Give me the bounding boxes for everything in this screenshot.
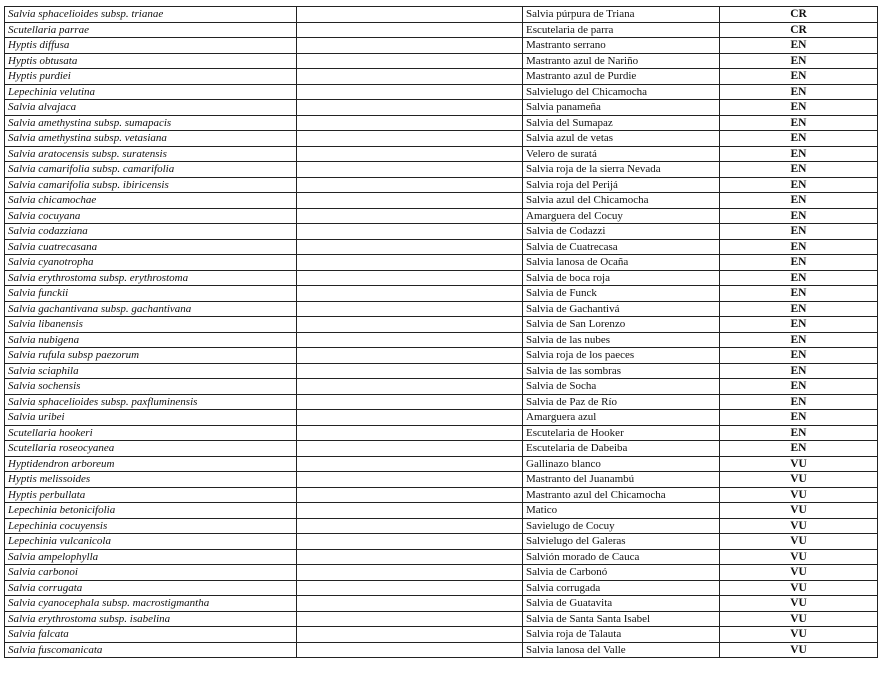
threat-category-cell: EN (720, 100, 878, 116)
threat-category-cell: EN (720, 69, 878, 85)
scientific-name-cell: Salvia aratocensis subsp. suratensis (5, 146, 297, 162)
common-name-cell: Salvia de boca roja (523, 270, 720, 286)
table-row (5, 177, 878, 193)
scientific-name-cell: Salvia uribei (5, 410, 297, 426)
threat-category-cell: EN (720, 146, 878, 162)
scientific-name-cell: Lepechinia cocuyensis (5, 518, 297, 534)
table-row (5, 441, 878, 457)
threat-category-cell: EN (720, 53, 878, 69)
empty-cell (297, 627, 523, 643)
scientific-name-cell: Salvia erythrostoma subsp. isabelina (5, 611, 297, 627)
threat-category-cell: EN (720, 410, 878, 426)
common-name-cell: Savielugo de Cocuy (523, 518, 720, 534)
species-table (4, 6, 878, 658)
table-row (5, 208, 878, 224)
empty-cell (297, 162, 523, 178)
scientific-name-cell: Salvia camarifolia subsp. camarifolia (5, 162, 297, 178)
common-name-cell: Gallinazo blanco (523, 456, 720, 472)
empty-cell (297, 53, 523, 69)
scientific-name-cell: Hyptis melissoides (5, 472, 297, 488)
scientific-name-cell: Scutellaria parrae (5, 22, 297, 38)
scientific-name-cell: Salvia chicamochae (5, 193, 297, 209)
threat-category-cell: EN (720, 193, 878, 209)
table-row (5, 115, 878, 131)
threat-category-cell: VU (720, 518, 878, 534)
table-row (5, 549, 878, 565)
threat-category-cell: CR (720, 22, 878, 38)
table-row (5, 100, 878, 116)
common-name-cell: Amarguera del Cocuy (523, 208, 720, 224)
threat-category-cell: VU (720, 534, 878, 550)
common-name-cell: Mastranto azul de Nariño (523, 53, 720, 69)
scientific-name-cell: Salvia erythrostoma subsp. erythrostoma (5, 270, 297, 286)
species-table-body (5, 7, 878, 658)
common-name-cell: Salvia roja de la sierra Nevada (523, 162, 720, 178)
table-row (5, 580, 878, 596)
threat-category-cell: EN (720, 239, 878, 255)
common-name-cell: Mastranto azul de Purdie (523, 69, 720, 85)
table-row (5, 565, 878, 581)
scientific-name-cell: Salvia funckii (5, 286, 297, 302)
scientific-name-cell: Salvia nubigena (5, 332, 297, 348)
table-row (5, 534, 878, 550)
empty-cell (297, 131, 523, 147)
empty-cell (297, 565, 523, 581)
common-name-cell: Salvia corrugada (523, 580, 720, 596)
common-name-cell: Mastranto azul del Chicamocha (523, 487, 720, 503)
empty-cell (297, 239, 523, 255)
empty-cell (297, 549, 523, 565)
scientific-name-cell: Salvia codazziana (5, 224, 297, 240)
empty-cell (297, 518, 523, 534)
common-name-cell: Matico (523, 503, 720, 519)
table-row (5, 611, 878, 627)
empty-cell (297, 7, 523, 23)
common-name-cell: Salvia lanosa del Valle (523, 642, 720, 658)
scientific-name-cell: Hyptis purdiei (5, 69, 297, 85)
empty-cell (297, 255, 523, 271)
table-row (5, 503, 878, 519)
empty-cell (297, 642, 523, 658)
common-name-cell: Salvia de Cuatrecasa (523, 239, 720, 255)
scientific-name-cell: Salvia libanensis (5, 317, 297, 333)
scientific-name-cell: Salvia rufula subsp paezorum (5, 348, 297, 364)
table-row (5, 270, 878, 286)
threat-category-cell: EN (720, 131, 878, 147)
empty-cell (297, 270, 523, 286)
common-name-cell: Salvia de San Lorenzo (523, 317, 720, 333)
table-row (5, 627, 878, 643)
table-row (5, 224, 878, 240)
table-row (5, 84, 878, 100)
scientific-name-cell: Salvia carbonoi (5, 565, 297, 581)
table-row (5, 22, 878, 38)
common-name-cell: Salvielugo del Chicamocha (523, 84, 720, 100)
table-row (5, 332, 878, 348)
scientific-name-cell: Lepechinia vulcanicola (5, 534, 297, 550)
threat-category-cell: EN (720, 332, 878, 348)
table-row (5, 348, 878, 364)
scientific-name-cell: Salvia cocuyana (5, 208, 297, 224)
common-name-cell: Salvia de Codazzi (523, 224, 720, 240)
empty-cell (297, 611, 523, 627)
scientific-name-cell: Salvia cyanocephala subsp. macrostigmantha (5, 596, 297, 612)
common-name-cell: Salvia de Guatavita (523, 596, 720, 612)
threat-category-cell: EN (720, 208, 878, 224)
scientific-name-cell: Lepechinia velutina (5, 84, 297, 100)
table-row (5, 255, 878, 271)
threat-category-cell: VU (720, 611, 878, 627)
common-name-cell: Salvia de Gachantivá (523, 301, 720, 317)
table-row (5, 363, 878, 379)
empty-cell (297, 487, 523, 503)
empty-cell (297, 456, 523, 472)
table-row (5, 596, 878, 612)
scientific-name-cell: Hyptis diffusa (5, 38, 297, 54)
table-row (5, 7, 878, 23)
threat-category-cell: VU (720, 596, 878, 612)
scientific-name-cell: Salvia cyanotropha (5, 255, 297, 271)
table-row (5, 38, 878, 54)
table-row (5, 69, 878, 85)
scientific-name-cell: Lepechinia betonicifolia (5, 503, 297, 519)
scientific-name-cell: Hyptis obtusata (5, 53, 297, 69)
empty-cell (297, 363, 523, 379)
empty-cell (297, 379, 523, 395)
empty-cell (297, 441, 523, 457)
threat-category-cell: EN (720, 425, 878, 441)
scientific-name-cell: Salvia sciaphila (5, 363, 297, 379)
table-row (5, 193, 878, 209)
empty-cell (297, 38, 523, 54)
scientific-name-cell: Salvia ampelophylla (5, 549, 297, 565)
scientific-name-cell: Salvia gachantivana subsp. gachantivana (5, 301, 297, 317)
table-row (5, 456, 878, 472)
threat-category-cell: EN (720, 441, 878, 457)
table-row (5, 286, 878, 302)
table-row (5, 146, 878, 162)
empty-cell (297, 425, 523, 441)
common-name-cell: Mastranto del Juanambú (523, 472, 720, 488)
threat-category-cell: EN (720, 115, 878, 131)
common-name-cell: Mastranto serrano (523, 38, 720, 54)
empty-cell (297, 208, 523, 224)
table-row (5, 317, 878, 333)
threat-category-cell: EN (720, 162, 878, 178)
threat-category-cell: VU (720, 549, 878, 565)
threat-category-cell: CR (720, 7, 878, 23)
threat-category-cell: EN (720, 270, 878, 286)
threat-category-cell: EN (720, 84, 878, 100)
empty-cell (297, 301, 523, 317)
common-name-cell: Salvia lanosa de Ocaña (523, 255, 720, 271)
common-name-cell: Amarguera azul (523, 410, 720, 426)
empty-cell (297, 410, 523, 426)
threat-category-cell: VU (720, 580, 878, 596)
empty-cell (297, 146, 523, 162)
scientific-name-cell: Salvia alvajaca (5, 100, 297, 116)
empty-cell (297, 317, 523, 333)
common-name-cell: Salvia de las nubes (523, 332, 720, 348)
common-name-cell: Velero de suratá (523, 146, 720, 162)
table-row (5, 425, 878, 441)
table-row (5, 53, 878, 69)
scientific-name-cell: Salvia sochensis (5, 379, 297, 395)
threat-category-cell: VU (720, 503, 878, 519)
empty-cell (297, 177, 523, 193)
threat-category-cell: VU (720, 487, 878, 503)
table-row (5, 394, 878, 410)
threat-category-cell: EN (720, 255, 878, 271)
table-row (5, 379, 878, 395)
scientific-name-cell: Salvia sphacelioides subsp. trianae (5, 7, 297, 23)
empty-cell (297, 84, 523, 100)
common-name-cell: Salvia roja de Talauta (523, 627, 720, 643)
empty-cell (297, 394, 523, 410)
threat-category-cell: VU (720, 627, 878, 643)
table-row (5, 472, 878, 488)
common-name-cell: Salvia púrpura de Triana (523, 7, 720, 23)
table-row (5, 642, 878, 658)
common-name-cell: Salvia de Paz de Río (523, 394, 720, 410)
threat-category-cell: EN (720, 38, 878, 54)
empty-cell (297, 286, 523, 302)
table-row (5, 518, 878, 534)
threat-category-cell: EN (720, 224, 878, 240)
scientific-name-cell: Salvia fuscomanicata (5, 642, 297, 658)
scientific-name-cell: Salvia corrugata (5, 580, 297, 596)
common-name-cell: Salvia azul del Chicamocha (523, 193, 720, 209)
common-name-cell: Salvia del Sumapaz (523, 115, 720, 131)
common-name-cell: Salvia panameña (523, 100, 720, 116)
empty-cell (297, 193, 523, 209)
common-name-cell: Salvia de Funck (523, 286, 720, 302)
common-name-cell: Salvia azul de vetas (523, 131, 720, 147)
table-row (5, 162, 878, 178)
scientific-name-cell: Scutellaria hookeri (5, 425, 297, 441)
empty-cell (297, 534, 523, 550)
common-name-cell: Salvia de Santa Santa Isabel (523, 611, 720, 627)
threat-category-cell: EN (720, 317, 878, 333)
threat-category-cell: VU (720, 456, 878, 472)
common-name-cell: Salvión morado de Cauca (523, 549, 720, 565)
scientific-name-cell: Salvia sphacelioides subsp. paxfluminensis (5, 394, 297, 410)
common-name-cell: Salvia de las sombras (523, 363, 720, 379)
common-name-cell: Salvia de Carbonó (523, 565, 720, 581)
empty-cell (297, 503, 523, 519)
threat-category-cell: VU (720, 472, 878, 488)
empty-cell (297, 115, 523, 131)
table-row (5, 239, 878, 255)
common-name-cell: Escutelaria de Dabeiba (523, 441, 720, 457)
empty-cell (297, 22, 523, 38)
empty-cell (297, 472, 523, 488)
common-name-cell: Escutelaria de Hooker (523, 425, 720, 441)
common-name-cell: Salvia roja del Perijá (523, 177, 720, 193)
scientific-name-cell: Salvia amethystina subsp. vetasiana (5, 131, 297, 147)
empty-cell (297, 596, 523, 612)
threat-category-cell: EN (720, 301, 878, 317)
empty-cell (297, 100, 523, 116)
common-name-cell: Salvia de Socha (523, 379, 720, 395)
empty-cell (297, 69, 523, 85)
threat-category-cell: EN (720, 394, 878, 410)
scientific-name-cell: Scutellaria roseocyanea (5, 441, 297, 457)
scientific-name-cell: Salvia camarifolia subsp. ibiricensis (5, 177, 297, 193)
scientific-name-cell: Hyptis perbullata (5, 487, 297, 503)
common-name-cell: Salvielugo del Galeras (523, 534, 720, 550)
table-row (5, 410, 878, 426)
threat-category-cell: EN (720, 177, 878, 193)
table-row (5, 131, 878, 147)
empty-cell (297, 580, 523, 596)
scientific-name-cell: Salvia amethystina subsp. sumapacis (5, 115, 297, 131)
threat-category-cell: VU (720, 565, 878, 581)
threat-category-cell: EN (720, 379, 878, 395)
common-name-cell: Salvia roja de los paeces (523, 348, 720, 364)
scientific-name-cell: Salvia falcata (5, 627, 297, 643)
common-name-cell: Escutelaria de parra (523, 22, 720, 38)
threat-category-cell: VU (720, 642, 878, 658)
table-row (5, 487, 878, 503)
empty-cell (297, 224, 523, 240)
empty-cell (297, 348, 523, 364)
threat-category-cell: EN (720, 348, 878, 364)
threat-category-cell: EN (720, 286, 878, 302)
scientific-name-cell: Salvia cuatrecasana (5, 239, 297, 255)
threat-category-cell: EN (720, 363, 878, 379)
empty-cell (297, 332, 523, 348)
table-row (5, 301, 878, 317)
scientific-name-cell: Hyptidendron arboreum (5, 456, 297, 472)
